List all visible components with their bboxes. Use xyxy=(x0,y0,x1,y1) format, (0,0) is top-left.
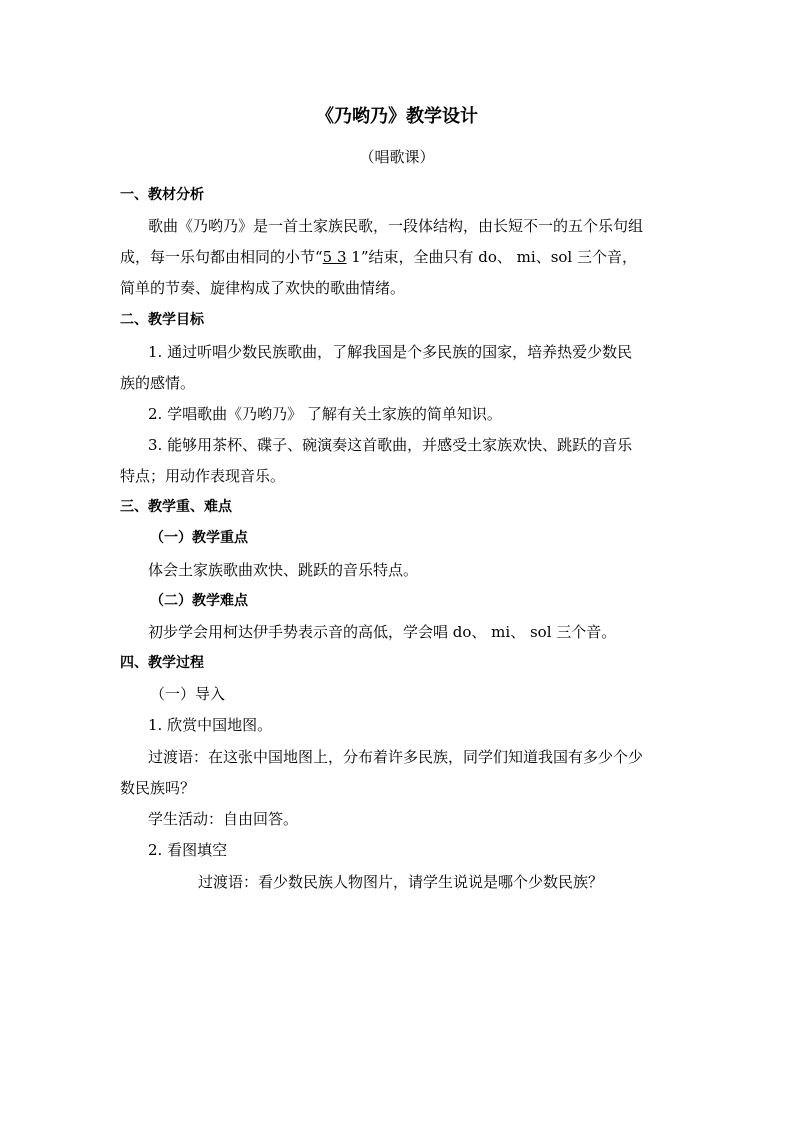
analysis-text-line-1: 歌曲《乃哟乃》是一首土家族民歌，一段体结构，由长短不一的五个乐句组 xyxy=(148,217,644,235)
objective-2: 2. 学唱歌曲《乃哟乃》 了解有关土家族的简单知识。 xyxy=(148,405,502,423)
difficulty-text: 初步学会用柯达伊手势表示音的高低，学会唱 do、 mi、 sol 三个音。 xyxy=(148,623,617,641)
objective-1-line-2: 族的感情。 xyxy=(120,374,196,392)
subheading-difficulty: （二）教学难点 xyxy=(150,593,248,609)
step-2: 2. 看图填空 xyxy=(148,841,228,859)
underlined-notation: 5 3 xyxy=(322,248,347,266)
document-subtitle: （唱歌课） xyxy=(359,148,435,166)
key-point-text: 体会土家族歌曲欢快、跳跃的音乐特点。 xyxy=(148,561,419,579)
objective-3-line-2: 特点；用动作表现音乐。 xyxy=(120,467,286,485)
analysis-text-part-c: 1”结束，全曲只有 do、 mi、sol 三个音， xyxy=(346,248,637,266)
analysis-text-line-2 xyxy=(120,247,675,267)
section-heading-key-points: 三、教学重、难点 xyxy=(120,499,232,515)
objective-3-line-1: 3. 能够用茶杯、碟子、碗演奏这首歌曲，并感受土家族欢快、跳跃的音乐 xyxy=(148,436,633,454)
transition-1-line-1: 过渡语：在这张中国地图上，分布着许多民族，同学们知道我国有多少个少 xyxy=(148,748,644,766)
subheading-key-point: （一）教学重点 xyxy=(150,530,248,546)
objective-1-line-1: 1. 通过听唱少数民族歌曲，了解我国是个多民族的国家，培养热爱少数民 xyxy=(148,343,633,361)
transition-2: 过渡语：看少数民族人物图片，请学生说说是哪个少数民族？ xyxy=(198,873,604,891)
step-1: 1. 欣赏中国地图。 xyxy=(148,716,273,734)
student-activity: 学生活动：自由回答。 xyxy=(148,810,299,828)
analysis-text-part-a: 成，每一乐句都由相同的小节“ xyxy=(120,248,323,266)
section-heading-analysis: 一、教材分析 xyxy=(120,187,204,203)
section-heading-process: 四、教学过程 xyxy=(120,655,204,671)
section-heading-objectives: 二、教学目标 xyxy=(120,312,204,328)
transition-1-line-2: 数民族吗？ xyxy=(120,779,196,797)
document-title: 《乃哟乃》教学设计 xyxy=(316,106,478,127)
analysis-text-line-3: 简单的节奏、旋律构成了欢快的歌曲情绪。 xyxy=(120,279,406,297)
subheading-intro: （一）导入 xyxy=(150,685,226,703)
